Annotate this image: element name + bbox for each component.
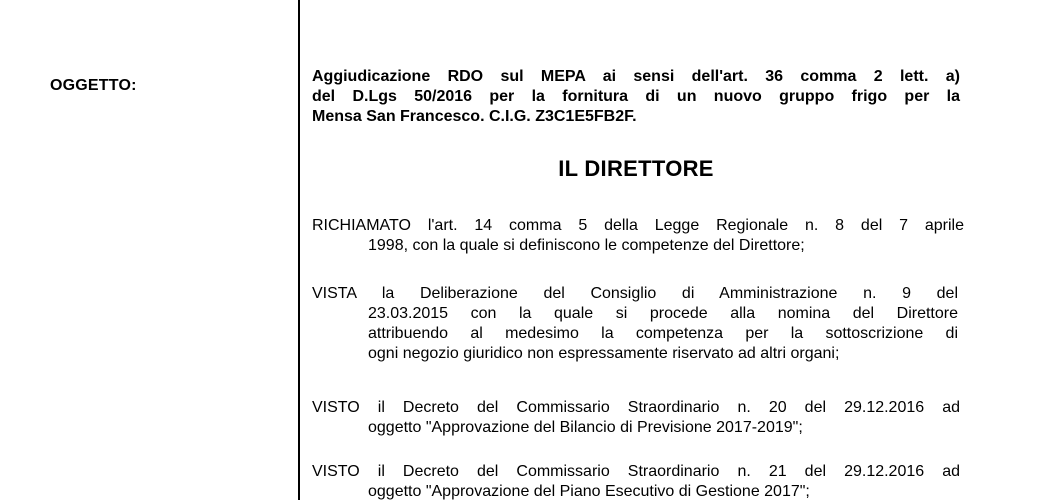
paragraph-line: VISTO il Decreto del Commissario Straordinario n. 20 del 29.12.2016 ad — [312, 399, 960, 416]
paragraph-line: oggetto "Approvazione del Bilancio di Previsione 2017-2019"; — [368, 419, 803, 436]
paragraph-line: attribuendo al medesimo la competenza per la sottoscrizione di — [368, 325, 958, 342]
paragraph-visto-bilancio — [312, 398, 960, 438]
paragraph-line: ogni negozio giuridico non espressamente riservato ad altri organi; — [368, 345, 840, 362]
oggetto-line: del D.Lgs 50/2016 per la fornitura di un nuovo gruppo frigo per la — [312, 88, 960, 105]
paragraph-line: VISTA la Deliberazione del Consiglio di Amministrazione n. 9 del — [312, 285, 958, 302]
oggetto-line: Aggiudicazione RDO sul MEPA ai sensi dell'art. 36 comma 2 lett. a) — [312, 68, 960, 85]
paragraph-richiamato — [312, 216, 964, 256]
page-heading: IL DIRETTORE — [558, 156, 714, 181]
column-divider — [298, 0, 300, 500]
paragraph-line: RICHIAMATO l'art. 14 comma 5 della Legge Regionale n. 8 del 7 aprile — [312, 217, 964, 234]
paragraph-line: 23.03.2015 con la quale si procede alla nomina del Direttore — [368, 305, 958, 322]
paragraph-line: 1998, con la quale si definiscono le competenze del Direttore; — [368, 237, 805, 254]
paragraph-vista — [312, 284, 958, 364]
paragraph-visto-peg — [312, 462, 960, 502]
oggetto-text — [312, 67, 960, 127]
paragraph-line: VISTO il Decreto del Commissario Straordinario n. 21 del 29.12.2016 ad — [312, 463, 960, 480]
paragraph-line: oggetto "Approvazione del Piano Esecutivo di Gestione 2017"; — [368, 483, 810, 500]
oggetto-line: Mensa San Francesco. C.I.G. Z3C1E5FB2F. — [312, 108, 637, 125]
oggetto-label: OGGETTO: — [50, 77, 137, 94]
